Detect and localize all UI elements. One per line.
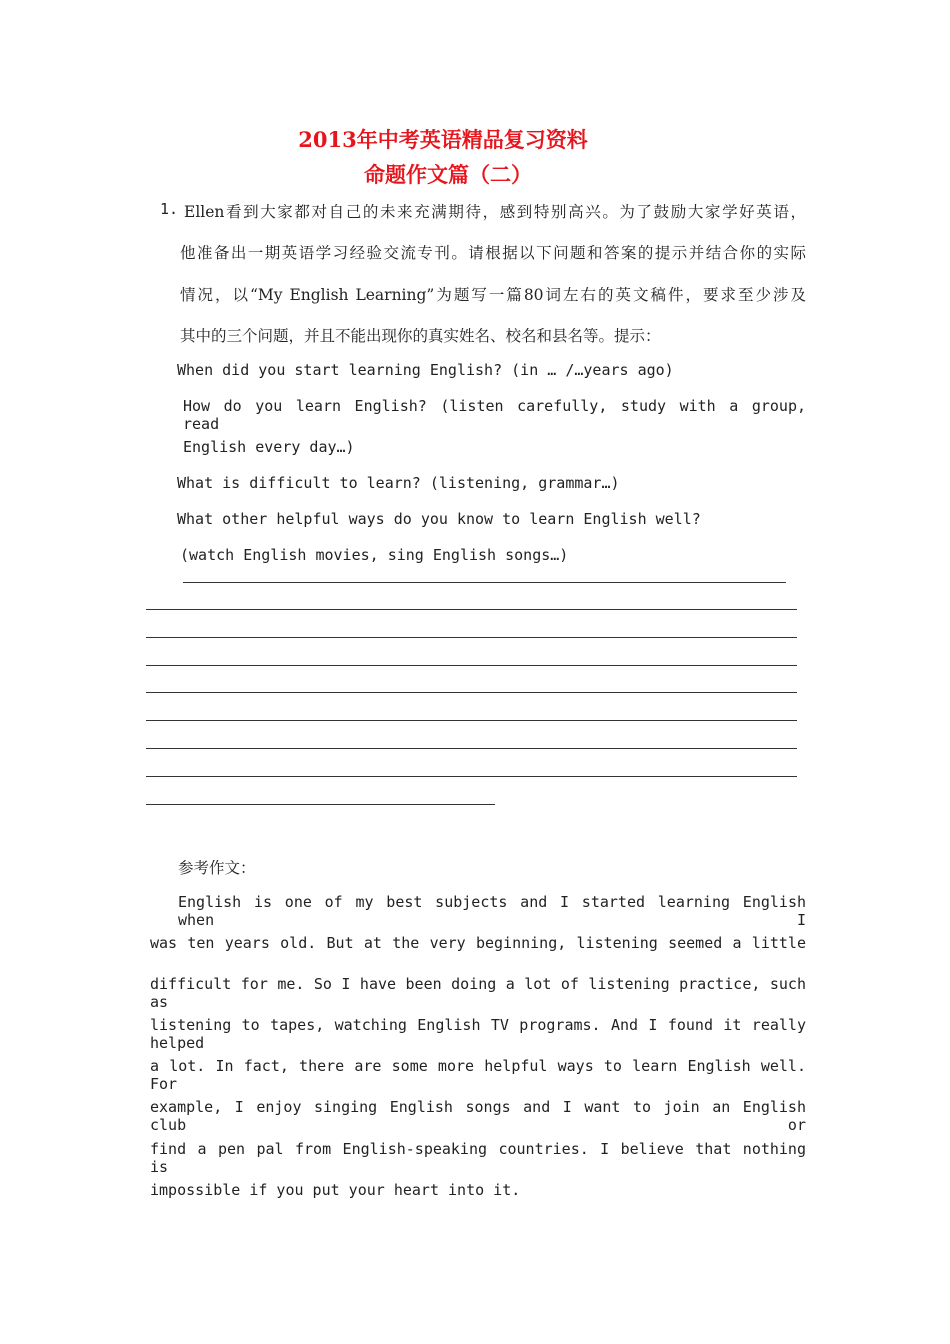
question-line: 他准备出一期英语学习经验交流专刊。请根据以下问题和答案的提示并结合你的实际 [180,244,806,262]
question-line: 情况，以“My English Learning”为题写一篇80词左右的英文稿件，要求至少涉及 [180,286,806,304]
essay-line: difficult for me. So I have been doing a lot of listening practice, such as [150,975,806,1011]
essay-line: was ten years old. But at the very beginning, listening seemed a little [150,934,806,952]
prompt-line: (watch English movies, sing English songs…) [180,546,569,564]
question-number: 1. [160,200,179,218]
essay-line: a lot. In fact, there are some more helpful ways to learn English well. For [150,1057,806,1093]
answer-line [146,665,797,666]
answer-line [146,637,797,638]
prompt-line: English every day…) [183,438,355,456]
prompt-line: How do you learn English? (listen carefully, study with a group, read [183,397,806,433]
answer-line [183,582,786,583]
sample-heading: 参考作文： [178,859,256,877]
essay-line: English is one of my best subjects and I started learning English when I [178,893,806,929]
answer-line [146,748,797,749]
page-title: 2013年中考英语精品复习资料 [298,127,588,152]
answer-line [146,776,797,777]
essay-line: impossible if you put your heart into it. [150,1181,521,1199]
essay-line: listening to tapes, watching English TV programs. And I found it really helped [150,1016,806,1052]
answer-line [146,720,797,721]
prompt-line: What is difficult to learn? (listening, grammar…) [177,474,620,492]
question-line: Ellen看到大家都对自己的未来充满期待，感到特别高兴。为了鼓励大家学好英语， [184,203,806,221]
essay-line: find a pen pal from English-speaking countries. I believe that nothing is [150,1140,806,1176]
prompt-line: What other helpful ways do you know to learn English well? [177,510,701,528]
page-subtitle: 命题作文篇（二） [364,162,532,187]
answer-line [146,804,495,805]
answer-line [146,692,797,693]
question-line: 其中的三个问题，并且不能出现你的真实姓名、校名和县名等。提示： [180,327,661,345]
prompt-line: When did you start learning English? (in … /…years ago) [177,361,674,379]
answer-line [146,609,797,610]
essay-line: example, I enjoy singing English songs and I want to join an English club or [150,1098,806,1134]
